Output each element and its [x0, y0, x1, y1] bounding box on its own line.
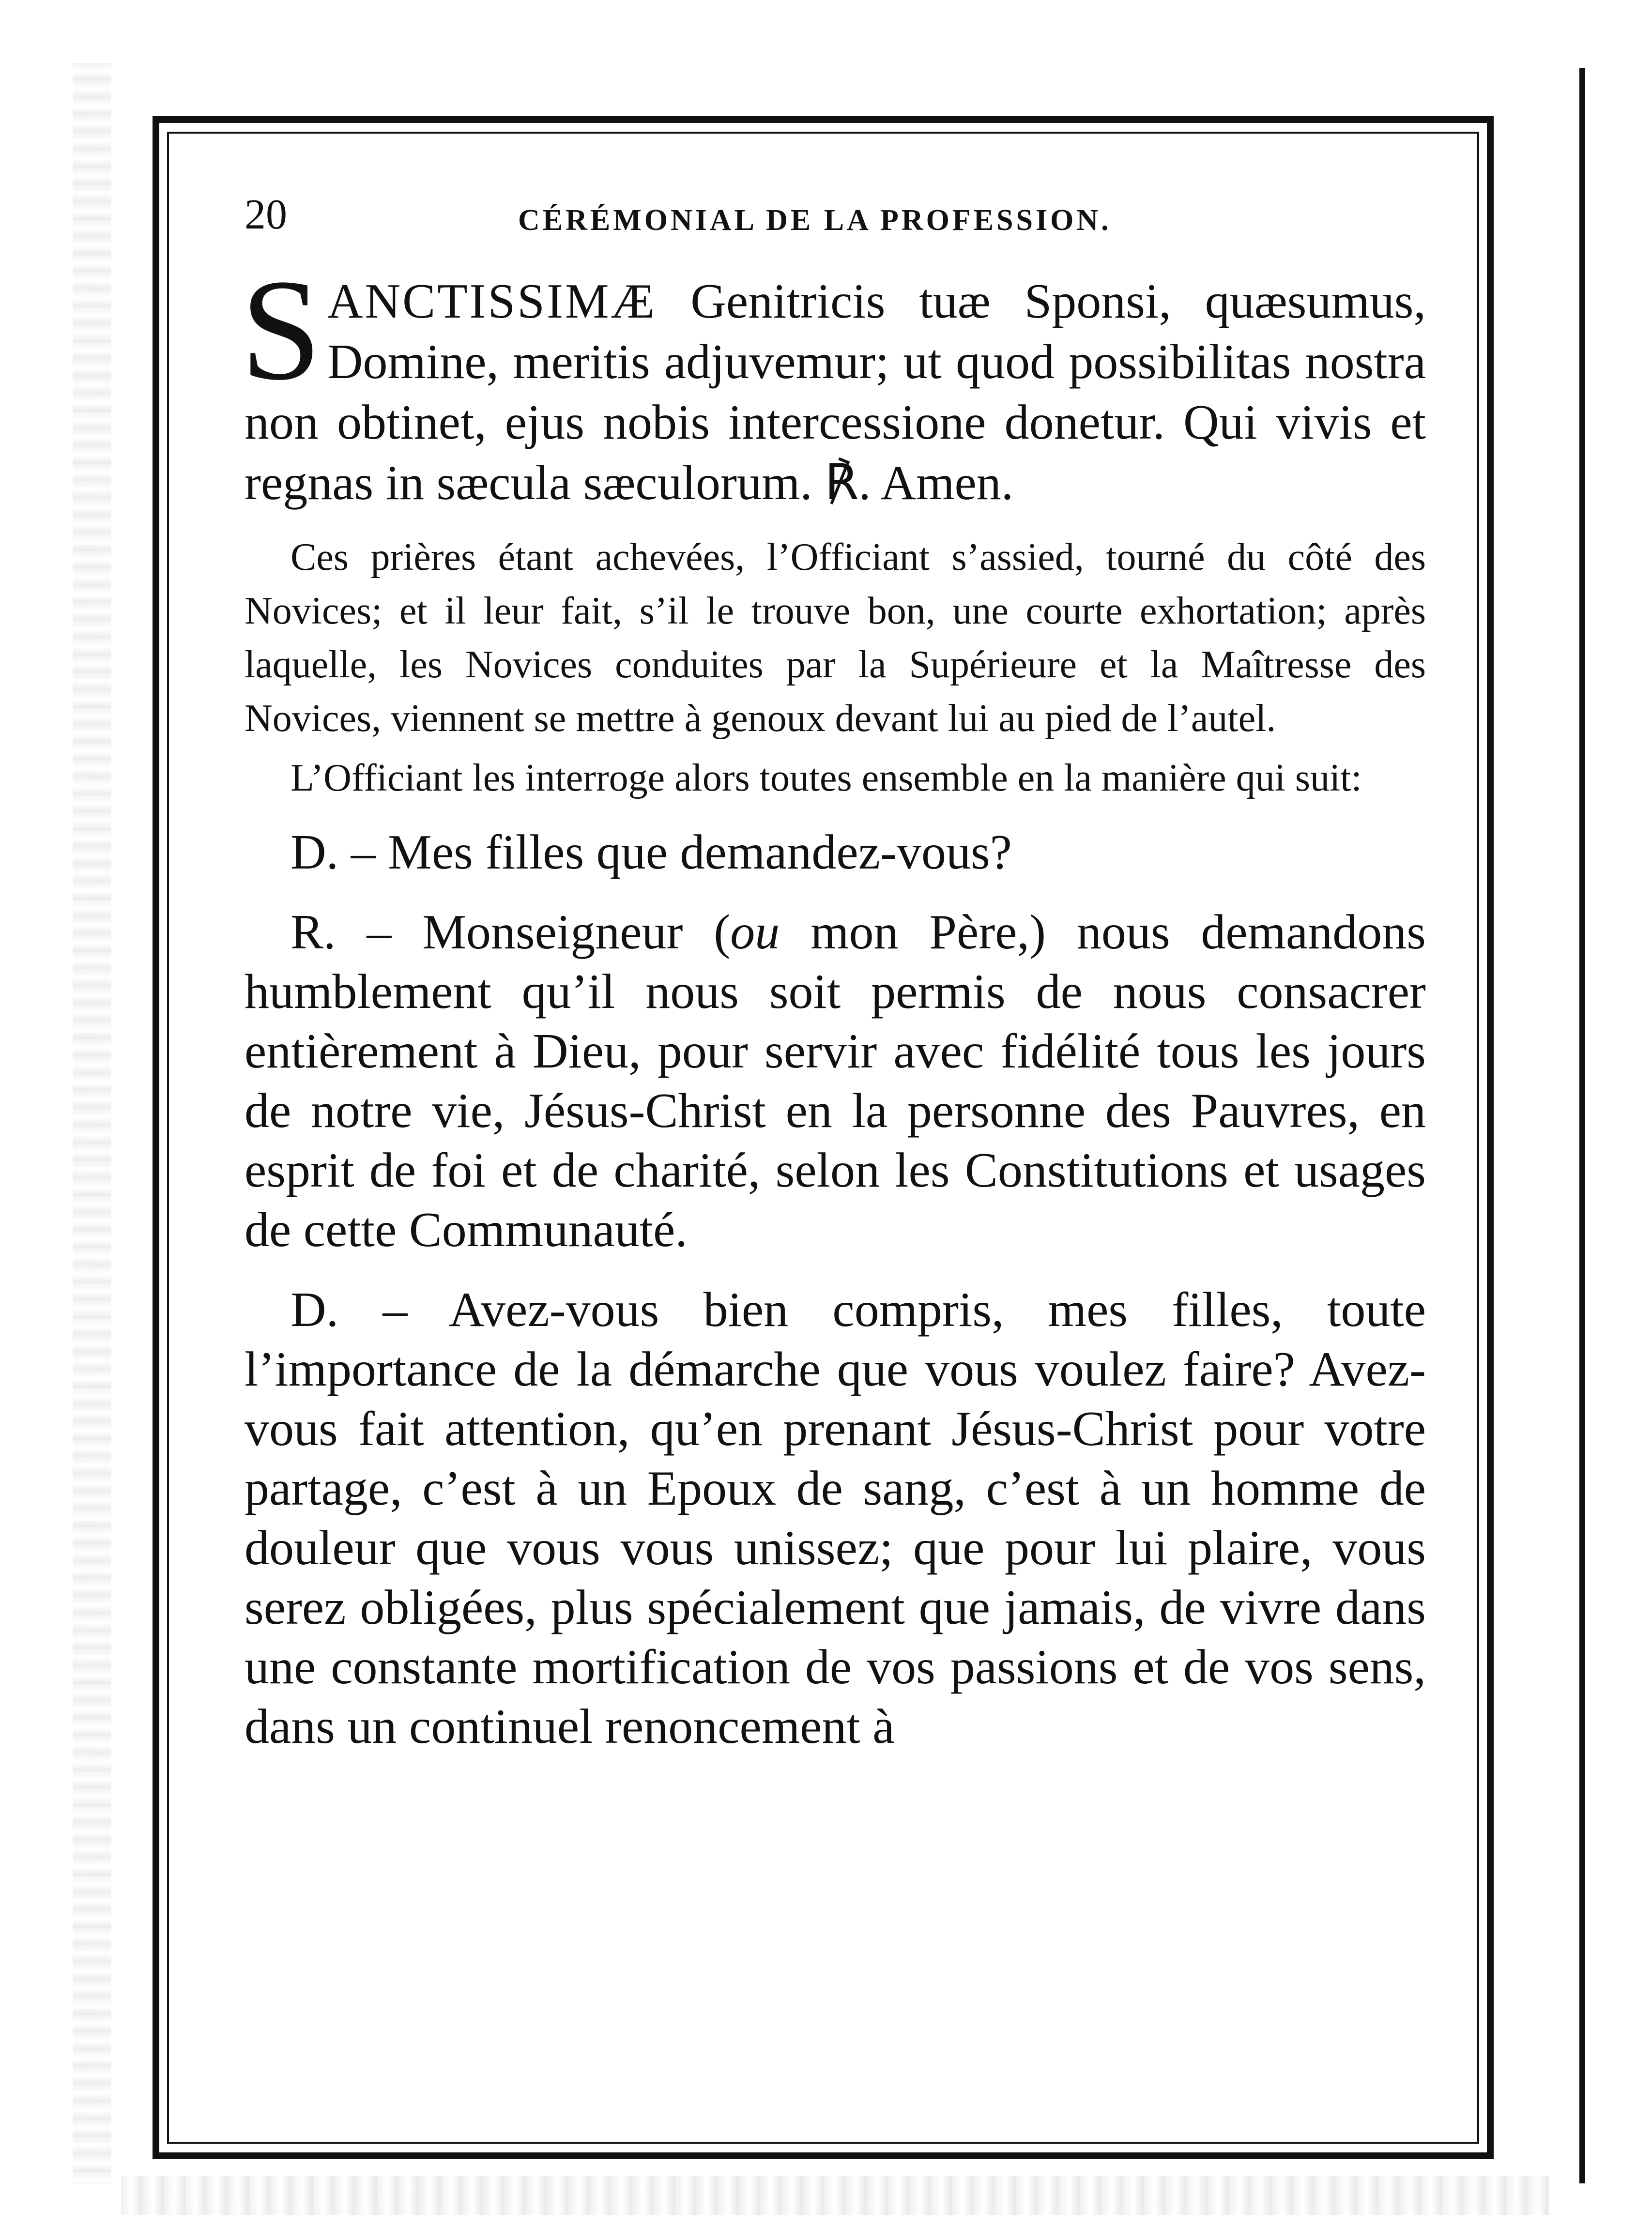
- response-text: mon Père,) nous demandons humblement qu’il nous soit permis de nous consacrer entièrement à Dieu, pour servir avec fidélité tous les jours de notre vie, Jésus-Christ en la personne des Pauvres, en esprit de foi et de charité, selon les Constitutions et usages de cette Communauté.: [245, 905, 1426, 1257]
- latin-prayer: [241, 249, 1426, 513]
- response-prefix: R. – Monseigneur (: [291, 905, 731, 960]
- page-number: 20: [245, 191, 287, 238]
- drop-cap: S: [241, 249, 321, 410]
- response-italic: ou: [730, 905, 780, 960]
- running-head: [245, 184, 1426, 242]
- rubric-paragraph: L’Officiant les interroge alors toutes ensemble en la manière qui suit:: [291, 757, 1362, 799]
- dialogue-question: D. – Mes filles que demandez-vous?: [291, 825, 1012, 880]
- page-header-title: CÉRÉMONIAL DE LA PROFESSION.: [518, 204, 1112, 237]
- dialogue-response: [245, 902, 1426, 1260]
- prayer-small-caps: ANCTISSIMÆ: [327, 274, 657, 329]
- rubric-paragraph: Ces prières étant achevées, l’Officiant s’assied, tourné du côté des Novices; et il leur fait, s’il le trouve bon, une courte exhortation; après laquelle, les Novices conduites par la Supérieure et la Maîtresse des Novices, viennent se mettre à genoux devant lui au pied de l’autel.: [245, 536, 1426, 740]
- scan-edge-bottom: [121, 2176, 1549, 2215]
- scan-edge-left: [73, 63, 111, 2183]
- page-content: [241, 184, 1426, 1756]
- prayer-text: Genitricis tuæ Sponsi, quæsumus, Domine, meritis adjuvemur; ut quod possibilitas nostra non obtinet, ejus nobis intercessione donetur. Qui vivis et regnas in sæcula sæculorum. ℟. Amen.: [245, 274, 1426, 510]
- right-margin-rule: [1579, 68, 1585, 2183]
- dialogue-question: D. – Avez-vous bien compris, mes filles, toute l’importance de la démarche que vous voulez faire? Avez-vous fait attention, qu’en prenant Jésus-Christ pour votre partage, c’est à un Epoux de sang, c’est à un homme de douleur que vous vous unissez; que pour lui plaire, vous serez obligées, plus spécialement que jamais, de vivre dans une constante mortification de vos passions et de vos sens, dans un continuel renoncement à: [245, 1282, 1426, 1754]
